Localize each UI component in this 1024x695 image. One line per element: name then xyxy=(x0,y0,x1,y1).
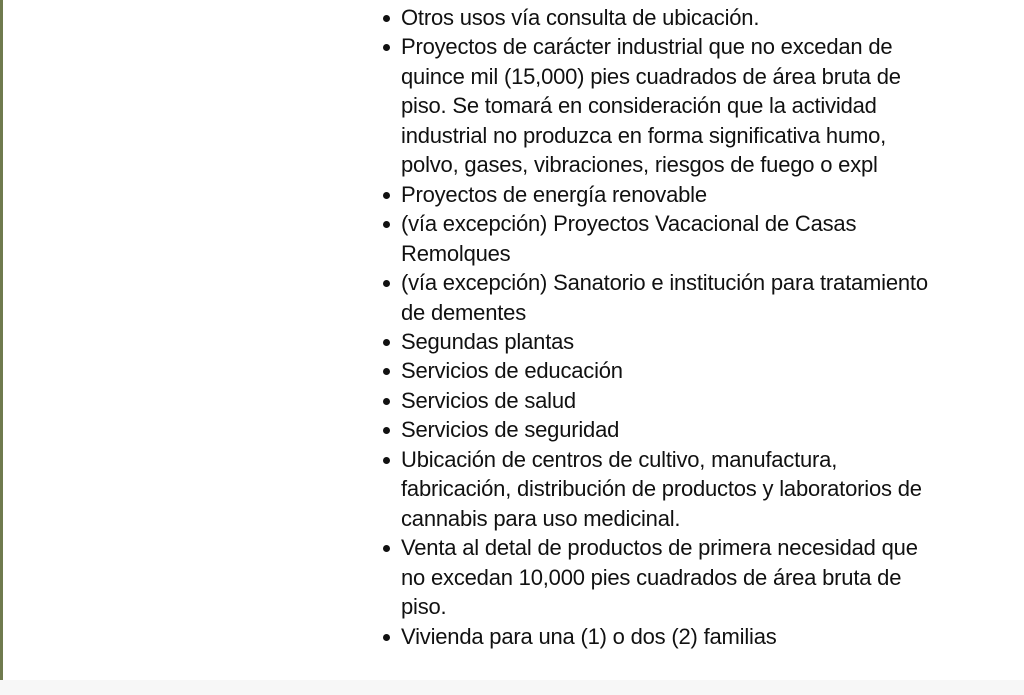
list-item-text: industrial no produzca en forma significativa humo, xyxy=(401,122,887,148)
list-item-text: cannabis para uso medicinal. xyxy=(401,505,681,531)
list-item xyxy=(383,209,1013,268)
list-item-text: Segundas plantas xyxy=(401,328,574,354)
list-item-text: Proyectos de carácter industrial que no excedan de xyxy=(401,34,893,60)
list-item xyxy=(383,32,1013,179)
list-item-text: Servicios de educación xyxy=(401,358,623,384)
list-item-text: Remolques xyxy=(401,240,511,266)
list-item-text: no excedan 10,000 pies cuadrados de área bruta de xyxy=(401,564,902,590)
list-item-text: quince mil (15,000) pies cuadrados de área bruta de xyxy=(401,63,901,89)
list-item xyxy=(383,533,1013,621)
list-item xyxy=(383,268,1013,327)
list-item xyxy=(383,622,1013,651)
list-item-text: Otros usos vía consulta de ubicación. xyxy=(401,5,760,30)
list-item-text: piso. xyxy=(401,594,447,620)
list-item-text: (vía excepción) Sanatorio e institución para tratamiento xyxy=(401,270,928,296)
list-item-text: Proyectos de energía renovable xyxy=(401,181,707,207)
window-edge xyxy=(0,0,3,695)
permitted-uses-list xyxy=(383,3,1013,651)
bottom-band xyxy=(0,680,1024,695)
list-item xyxy=(383,445,1013,533)
list-item-text: Venta al detal de productos de primera necesidad que xyxy=(401,535,918,561)
list-item xyxy=(383,415,1013,444)
list-item-text: Servicios de salud xyxy=(401,387,576,413)
list-item-text: (vía excepción) Proyectos Vacacional de Casas xyxy=(401,211,857,237)
list-item xyxy=(383,3,1013,32)
list-item-text: de dementes xyxy=(401,299,526,325)
list-item xyxy=(383,327,1013,356)
list-item-text: fabricación, distribución de productos y laboratorios de xyxy=(401,476,922,502)
list-item-text: piso. Se tomará en consideración que la actividad xyxy=(401,93,877,119)
list-item xyxy=(383,356,1013,385)
list-item-text: Vivienda para una (1) o dos (2) familias xyxy=(401,623,777,649)
list-item-text: Ubicación de centros de cultivo, manufactura, xyxy=(401,446,838,472)
list-item xyxy=(383,386,1013,415)
list-item-text: polvo, gases, vibraciones, riesgos de fuego o expl xyxy=(401,152,878,178)
list-item xyxy=(383,180,1013,209)
list-item-text: Servicios de seguridad xyxy=(401,417,620,443)
